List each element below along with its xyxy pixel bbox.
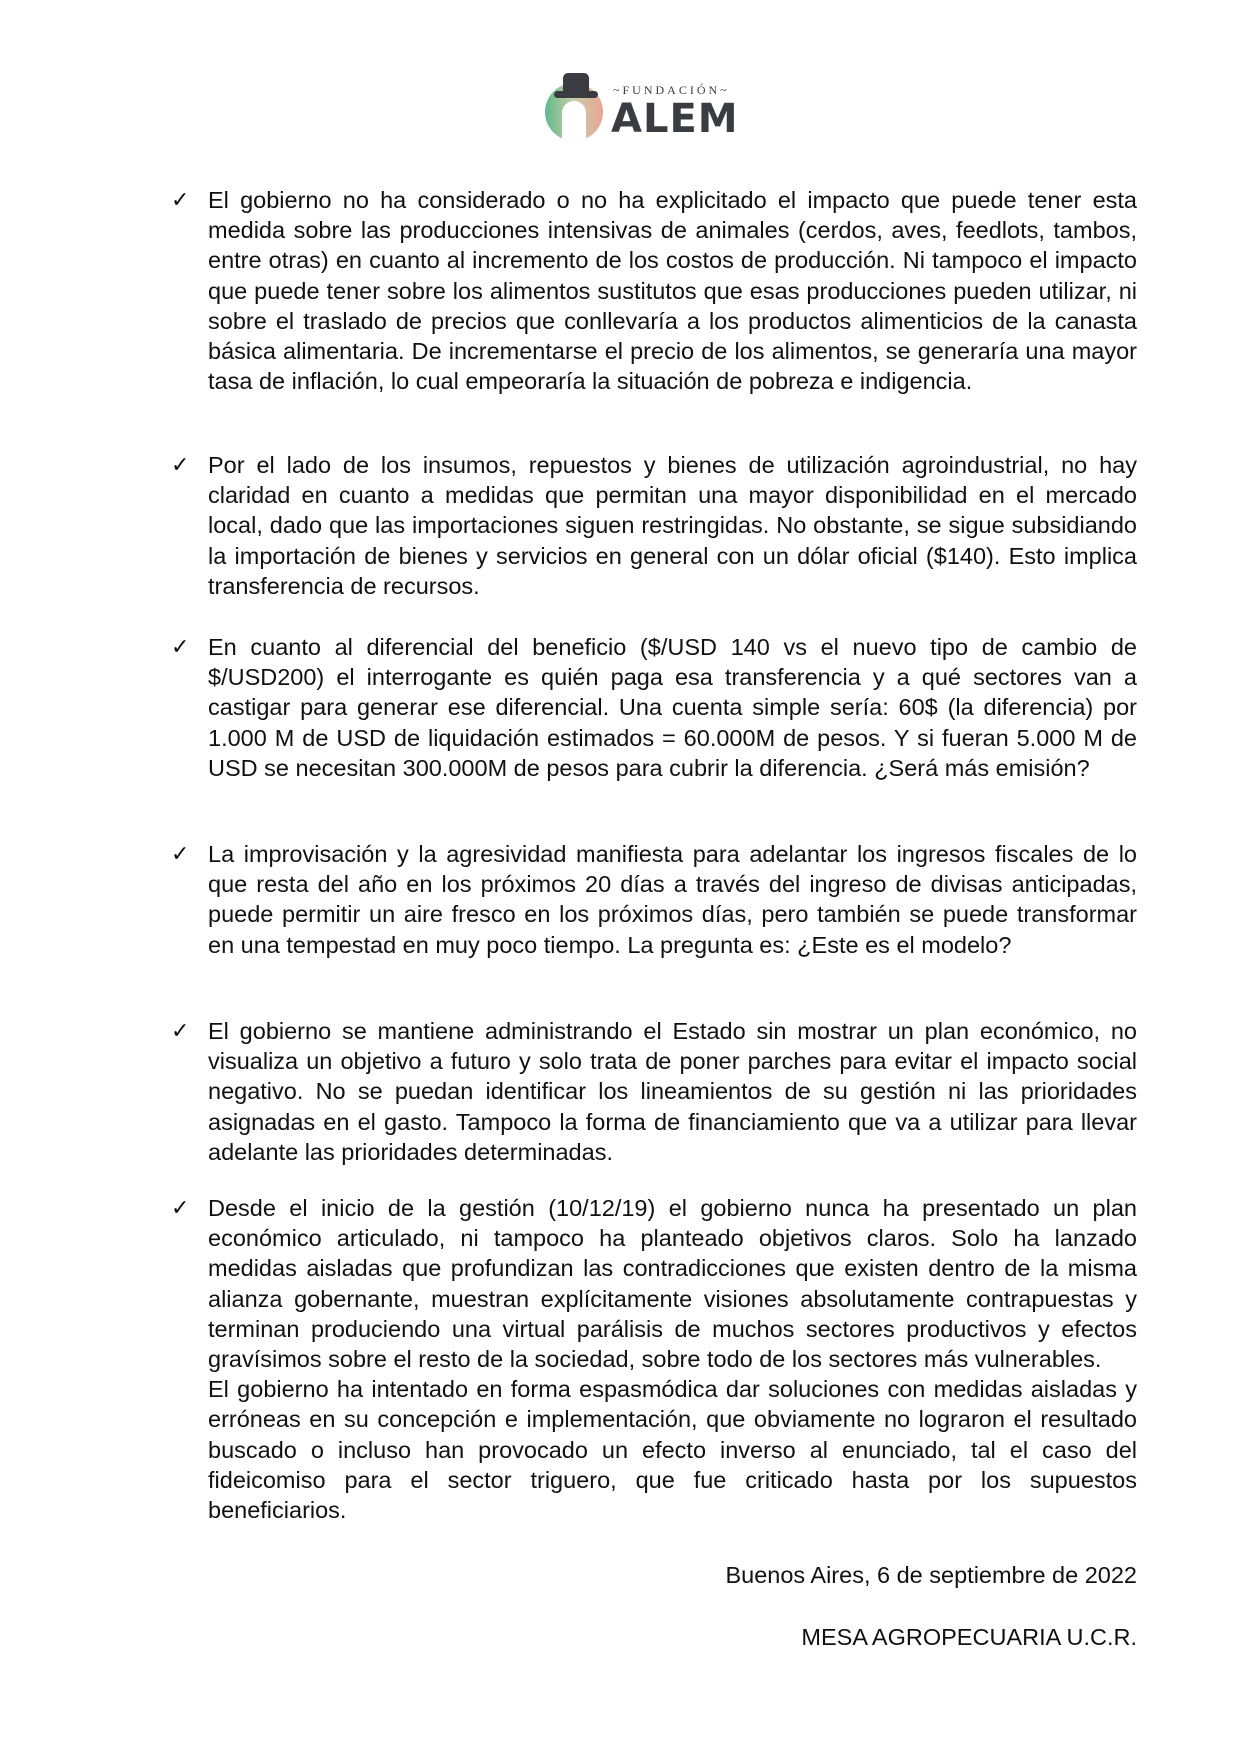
check-icon: ✓ bbox=[171, 841, 190, 866]
check-icon: ✓ bbox=[171, 187, 190, 212]
bullet-text: El gobierno se mantiene administrando el Estado sin mostrar un plan económico, no visualiza un objetivo a futuro y solo trata de poner parches para evitar el impacto social negativo. No se puedan identificar los lineamientos de su gestión ni las prioridades asignadas en el gasto. Tampoco la forma de financiamiento que va a utilizar para llevar adelante las prioridades determinadas. bbox=[208, 1018, 1137, 1165]
place-date: Buenos Aires, 6 de septiembre de 2022 bbox=[725, 1562, 1137, 1588]
bullet-text-block bbox=[208, 1193, 1137, 1525]
logo-title: ALEM bbox=[611, 96, 739, 142]
check-icon: ✓ bbox=[171, 1195, 190, 1220]
bullet-text: El gobierno no ha considerado o no ha explicitado el impacto que puede tener esta medida sobre las producciones intensivas de animales (cerdos, aves, feedlots, tambos, entre otras) en cuanto al incremento de los costos de producción. Ni tampoco el impacto que puede tener sobre los alimentos sustitutos que esas producciones pueden utilizar, ni sobre el traslado de precios que conllevaría a los productos alimenticios de la canasta básica alimentaria. De incrementarse el precio de los alimentos, se generaría una mayor tasa de inflación, lo cual empeoraría la situación de pobreza e indigencia. bbox=[208, 187, 1137, 395]
bullet-text: Desde el inicio de la gestión (10/12/19) el gobierno nunca ha presentado un plan económico articulado, ni tampoco ha planteado objetivos claros. Solo ha lanzado medidas aisladas que profundizan las contradicciones que existen dentro de la misma alianza gobernante, muestran explícitamente visiones absolutamente contrapuestas y terminan produciendo una virtual parálisis de muchos sectores productivos y efectos gravísimos sobre el resto de la sociedad, sobre todo de los sectores más vulnerables. bbox=[208, 1195, 1137, 1373]
logo-subtitle: ~FUNDACIÓN~ bbox=[613, 83, 730, 97]
bullet-text: La improvisación y la agresividad manifiesta para adelantar los ingresos fiscales de lo que resta del año en los próximos 20 días a través del ingreso de divisas anticipadas, puede permitir un aire fresco en los próximos días, pero también se puede transformar en una tempestad en muy poco tiempo. La pregunta es: ¿Este es el modelo? bbox=[208, 841, 1137, 958]
bullet-text-continuation: El gobierno ha intentado en forma espasmódica dar soluciones con medidas aisladas y erróneas en su concepción e implementación, que obviamente no lograron el resultado buscado o incluso han provocado un efecto inverso al enunciado, tal el caso del fideicomiso para el sector triguero, que fue criticado hasta por los supuestos beneficiarios. bbox=[208, 1376, 1137, 1524]
check-icon: ✓ bbox=[171, 634, 190, 659]
check-icon: ✓ bbox=[171, 452, 190, 477]
top-hat-brim bbox=[554, 91, 598, 98]
fundacion-alem-logo bbox=[545, 73, 739, 145]
bullet-text: En cuanto al diferencial del beneficio ($/USD 140 vs el nuevo tipo de cambio de $/USD200) el interrogante es quién paga esa transferencia y a qué sectores van a castigar para generar ese diferencial. Una cuenta simple sería: 60$ (la diferencia) por 1.000 M de USD de liquidación estimados = 60.000M de pesos. Y si fueran 5.000 M de USD se necesitan 300.000M de pesos para cubrir la diferencia. ¿Será más emisión? bbox=[208, 634, 1137, 781]
bullet-text: Por el lado de los insumos, repuestos y bienes de utilización agroindustrial, no hay claridad en cuanto a medidas que permitan una mayor disponibilidad en el mercado local, dado que las importaciones siguen restringidas. No obstante, se sigue subsidiando la importación de bienes y servicios en general con un dólar oficial ($140). Esto implica transferencia de recursos. bbox=[208, 452, 1137, 599]
check-icon: ✓ bbox=[171, 1018, 190, 1043]
signature: MESA AGROPECUARIA U.C.R. bbox=[801, 1624, 1137, 1650]
